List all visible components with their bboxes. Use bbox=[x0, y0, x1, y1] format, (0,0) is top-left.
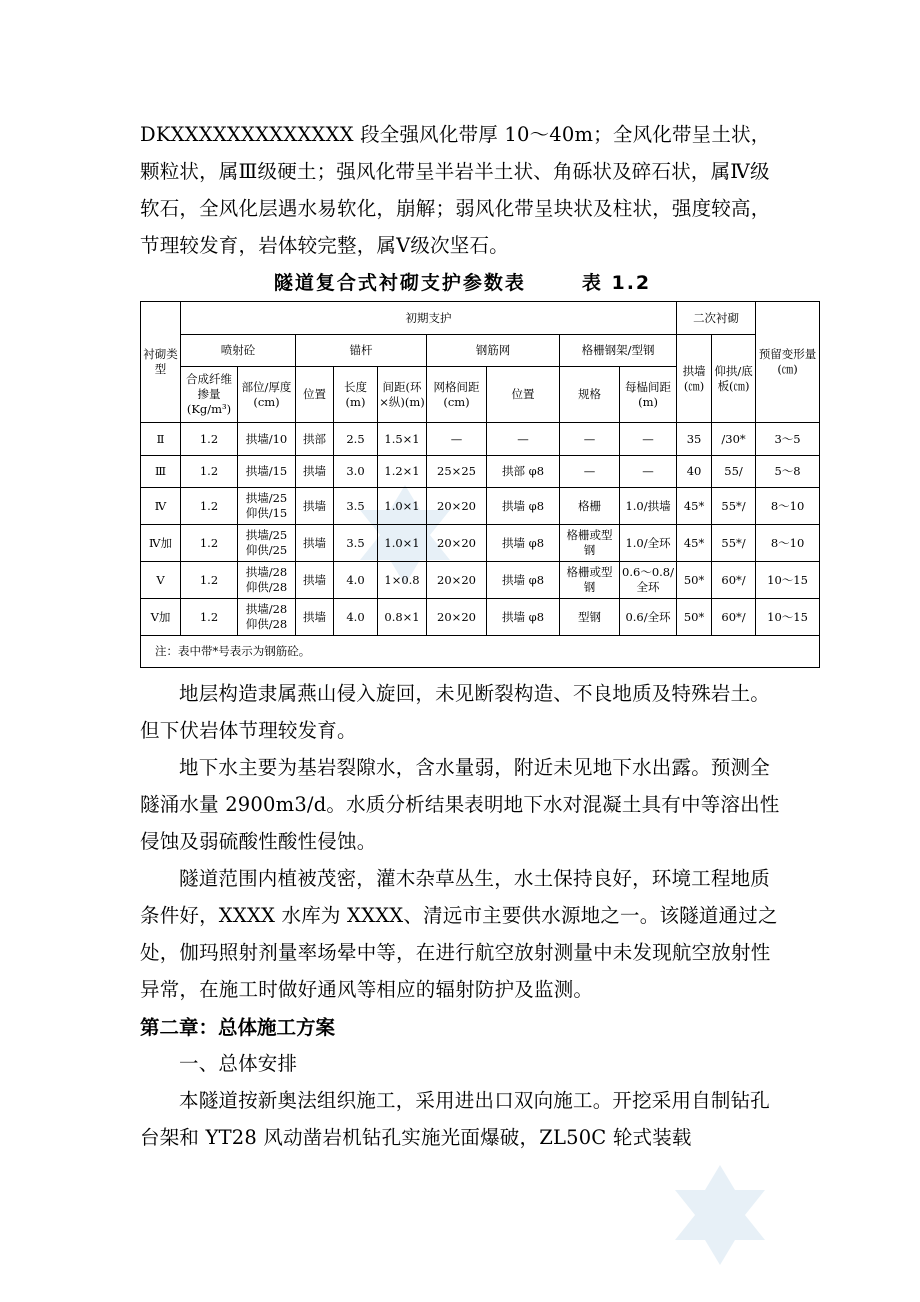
header-anchor: 锚杆 bbox=[296, 335, 427, 367]
cell-part: 拱墙/28 仰供/28 bbox=[238, 562, 296, 599]
cell-anchor-spacing: 1.2×1 bbox=[378, 456, 427, 488]
table-note: 注：表中带*号表示为钢筋砼。 bbox=[141, 636, 820, 668]
cell-frame-spacing: — bbox=[620, 423, 677, 456]
cell-invert: 55*/ bbox=[712, 488, 756, 525]
cell-part: 拱墙/25 仰供/15 bbox=[238, 488, 296, 525]
cell-arch-wall: 45* bbox=[677, 488, 712, 525]
cell-frame-spec: 型钢 bbox=[560, 599, 620, 636]
support-parameter-table bbox=[140, 301, 820, 668]
cell-anchor-spacing: 1.0×1 bbox=[378, 525, 427, 562]
cell-frame-spec: — bbox=[560, 456, 620, 488]
header-invert: 仰拱/底板(㎝) bbox=[712, 335, 756, 423]
table-row bbox=[141, 525, 820, 562]
cell-part: 拱墙/28 仰供/28 bbox=[238, 599, 296, 636]
cell-anchor-length: 4.0 bbox=[334, 562, 378, 599]
cell-fiber: 1.2 bbox=[181, 599, 238, 636]
cell-invert: 60*/ bbox=[712, 599, 756, 636]
cell-type: Ⅳ bbox=[141, 488, 181, 525]
cell-reserve: 10～15 bbox=[756, 599, 820, 636]
cell-arch-wall: 35 bbox=[677, 423, 712, 456]
cell-anchor-position: 拱墙 bbox=[296, 599, 334, 636]
cell-arch-wall: 45* bbox=[677, 525, 712, 562]
cell-anchor-position: 拱部 bbox=[296, 423, 334, 456]
cell-anchor-spacing: 1×0.8 bbox=[378, 562, 427, 599]
cell-reserve: 10～15 bbox=[756, 562, 820, 599]
cell-anchor-position: 拱墙 bbox=[296, 525, 334, 562]
chapter-heading: 第二章：总体施工方案 bbox=[140, 1016, 336, 1039]
header-mesh: 钢筋网 bbox=[427, 335, 560, 367]
construction-paragraph: 本隧道按新奥法组织施工，采用进出口双向施工。开挖采用自制钻孔台架和 YT28 风动凿岩机钻孔实施光面爆破，ZL50C 轮式装载 bbox=[140, 1089, 771, 1149]
cell-fiber: 1.2 bbox=[181, 456, 238, 488]
header-mesh-spacing: 网格间距(cm) bbox=[427, 367, 487, 423]
cell-reserve: 5～8 bbox=[756, 456, 820, 488]
table-caption bbox=[140, 268, 785, 295]
table-title: 隧道复合式衬砌支护参数表 bbox=[273, 272, 526, 294]
cell-part: 拱墙/10 bbox=[238, 423, 296, 456]
cell-mesh-position: 拱部 φ8 bbox=[487, 456, 560, 488]
cell-anchor-length: 3.5 bbox=[334, 488, 378, 525]
cell-anchor-spacing: 1.5×1 bbox=[378, 423, 427, 456]
header-arch-wall: 拱墙(㎝) bbox=[677, 335, 712, 423]
header-part-thickness: 部位/厚度(cm) bbox=[238, 367, 296, 423]
cell-mesh-position: 拱墙 φ8 bbox=[487, 525, 560, 562]
header-mesh-position: 位置 bbox=[487, 367, 560, 423]
cell-anchor-position: 拱墙 bbox=[296, 562, 334, 599]
cell-frame-spec: 格栅或型钢 bbox=[560, 562, 620, 599]
cell-frame-spec: — bbox=[560, 423, 620, 456]
cell-invert: 55*/ bbox=[712, 525, 756, 562]
cell-frame-spec: 格栅或型钢 bbox=[560, 525, 620, 562]
header-anchor-spacing: 间距(环×纵)(m) bbox=[378, 367, 427, 423]
cell-arch-wall: 50* bbox=[677, 562, 712, 599]
header-fiber: 合成纤维掺量(Kg/m³) bbox=[181, 367, 238, 423]
header-steel-frame: 格栅钢架/型钢 bbox=[560, 335, 677, 367]
cell-anchor-length: 2.5 bbox=[334, 423, 378, 456]
watermark-snowflake-icon bbox=[665, 1160, 775, 1270]
cell-part: 拱墙/25 仰供/25 bbox=[238, 525, 296, 562]
cell-mesh-position: 拱墙 φ8 bbox=[487, 562, 560, 599]
cell-mesh-spacing: 20×20 bbox=[427, 525, 487, 562]
cell-mesh-spacing: 25×25 bbox=[427, 456, 487, 488]
table-row bbox=[141, 599, 820, 636]
table-row bbox=[141, 488, 820, 525]
header-anchor-position: 位置 bbox=[296, 367, 334, 423]
cell-fiber: 1.2 bbox=[181, 562, 238, 599]
cell-invert: 60*/ bbox=[712, 562, 756, 599]
cell-fiber: 1.2 bbox=[181, 423, 238, 456]
cell-reserve: 3～5 bbox=[756, 423, 820, 456]
cell-type: Ⅲ bbox=[141, 456, 181, 488]
section-heading: 一、总体安排 bbox=[179, 1052, 298, 1075]
groundwater-paragraph: 地下水主要为基岩裂隙水，含水量弱，附近未见地下水出露。预测全隧涌水量 2900m3/d。水质分析结果表明地下水对混凝土具有中等溶出性侵蚀及弱硫酸性酸性侵蚀。 bbox=[140, 756, 780, 853]
header-lining-type: 衬砌类型 bbox=[141, 302, 181, 423]
cell-anchor-position: 拱墙 bbox=[296, 488, 334, 525]
cell-type: Ⅴ bbox=[141, 562, 181, 599]
cell-frame-spacing: 0.6～0.8/全环 bbox=[620, 562, 677, 599]
cell-type: Ⅱ bbox=[141, 423, 181, 456]
table-row bbox=[141, 562, 820, 599]
cell-mesh-position: 拱墙 φ8 bbox=[487, 488, 560, 525]
cell-frame-spacing: 0.6/全环 bbox=[620, 599, 677, 636]
header-shotcrete: 喷射砼 bbox=[181, 335, 296, 367]
cell-fiber: 1.2 bbox=[181, 525, 238, 562]
cell-reserve: 8～10 bbox=[756, 525, 820, 562]
cell-reserve: 8～10 bbox=[756, 488, 820, 525]
header-frame-spec: 规格 bbox=[560, 367, 620, 423]
cell-type: Ⅴ加 bbox=[141, 599, 181, 636]
header-initial-support: 初期支护 bbox=[181, 302, 677, 335]
header-frame-spacing: 每榀间距(m) bbox=[620, 367, 677, 423]
header-secondary-lining: 二次衬砌 bbox=[677, 302, 756, 335]
cell-anchor-spacing: 0.8×1 bbox=[378, 599, 427, 636]
cell-mesh-position: — bbox=[487, 423, 560, 456]
cell-frame-spacing: — bbox=[620, 456, 677, 488]
cell-frame-spacing: 1.0/拱墙 bbox=[620, 488, 677, 525]
cell-anchor-length: 4.0 bbox=[334, 599, 378, 636]
cell-frame-spacing: 1.0/全环 bbox=[620, 525, 677, 562]
cell-arch-wall: 40 bbox=[677, 456, 712, 488]
geology-paragraph: 地层构造隶属燕山侵入旋回，未见断裂构造、不良地质及特殊岩土。但下伏岩体节理较发育。 bbox=[140, 682, 771, 742]
cell-invert: 55/ bbox=[712, 456, 756, 488]
cell-mesh-position: 拱墙 φ8 bbox=[487, 599, 560, 636]
environment-paragraph: 隧道范围内植被茂密，灌木杂草丛生，水土保持良好，环境工程地质条件好，XXXX 水库为 XXXX、清远市主要供水源地之一。该隧道通过之处，伽玛照射剂量率场晕中等，在进行航空放射测量中未发现航空放射性异常，在施工时做好通风等相应的辐射防护及监测。 bbox=[140, 867, 778, 1001]
cell-mesh-spacing: — bbox=[427, 423, 487, 456]
cell-anchor-spacing: 1.0×1 bbox=[378, 488, 427, 525]
cell-anchor-position: 拱墙 bbox=[296, 456, 334, 488]
cell-frame-spec: 格栅 bbox=[560, 488, 620, 525]
table-number: 表 1.2 bbox=[581, 272, 652, 294]
header-reserved-deformation: 预留变形量(㎝) bbox=[756, 302, 820, 423]
cell-anchor-length: 3.0 bbox=[334, 456, 378, 488]
cell-part: 拱墙/15 bbox=[238, 456, 296, 488]
cell-invert: /30* bbox=[712, 423, 756, 456]
intro-paragraph: DKXXXXXXXXXXXXX 段全强风化带厚 10～40m；全风化带呈土状，颗粒状，属Ⅲ级硬土；强风化带呈半岩半土状、角砾状及碎石状，属Ⅳ级软石，全风化层遇水易软化，崩解；弱风化带呈块状及柱状，强度较高，节理较发育，岩体较完整，属Ⅴ级次坚石。 bbox=[140, 123, 771, 257]
table-row bbox=[141, 456, 820, 488]
cell-arch-wall: 50* bbox=[677, 599, 712, 636]
cell-mesh-spacing: 20×20 bbox=[427, 488, 487, 525]
cell-mesh-spacing: 20×20 bbox=[427, 562, 487, 599]
cell-fiber: 1.2 bbox=[181, 488, 238, 525]
header-anchor-length: 长度(m) bbox=[334, 367, 378, 423]
table-row bbox=[141, 423, 820, 456]
cell-mesh-spacing: 20×20 bbox=[427, 599, 487, 636]
cell-anchor-length: 3.5 bbox=[334, 525, 378, 562]
cell-type: Ⅳ加 bbox=[141, 525, 181, 562]
